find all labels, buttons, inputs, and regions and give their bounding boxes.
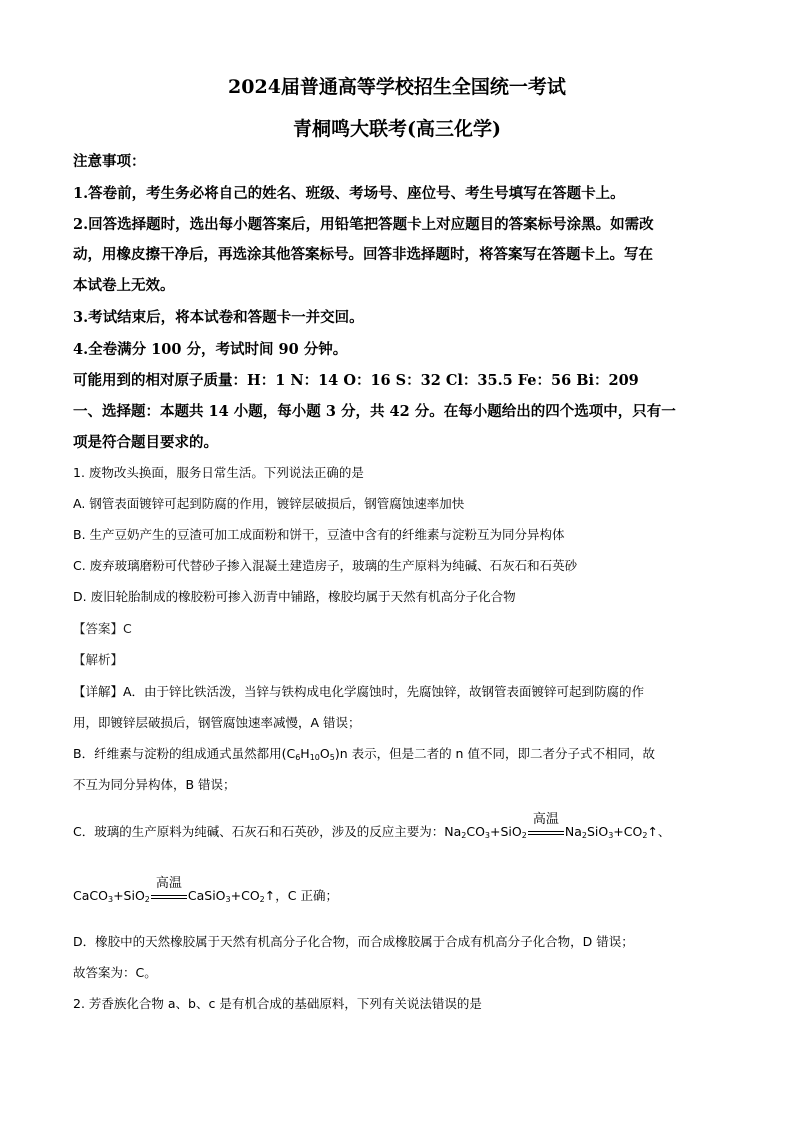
note-2-line-3: 本试卷上无效。 [73, 277, 175, 294]
detail-b-text-post: )n 表示，但是二者的 n 值不同，即二者分子式不相同，故 [334, 746, 655, 761]
detail-b-line-2: 不互为同分异构体，B 错误； [73, 777, 236, 792]
detail-c-line-1 [73, 811, 671, 840]
note-1: 1.答卷前，考生务必将自己的姓名、班级、考场号、座位号、考生号填写在答题卡上。 [73, 185, 625, 202]
section-heading-line-1: 一、选择题：本题共 14 小题，每小题 3 分，共 42 分。在每小题给出的四个选项中，只有一 [73, 403, 676, 420]
detail-c-text: C．玻璃的生产原料为纯碱、石灰石和石英砂，涉及的反应主要为： [73, 824, 445, 839]
cellulose-formula: $_6H_{10}O_5$ [295, 746, 335, 762]
question-1-stem: 1. 废物改头换面，服务日常生活。下列说法正确的是 [73, 465, 364, 480]
detail-c-line-2 [73, 875, 338, 904]
note-4: 4.全卷满分 100 分，考试时间 90 分钟。 [73, 341, 348, 358]
reaction-1: $Na_2CO_3+SiO_2$ 高温 $Na_2SiO_3+CO_2↑$、 [444, 824, 670, 839]
exam-subtitle: 青桐鸣大联考(高三化学) [293, 118, 501, 140]
reaction-2: CaCO$_3$+SiO$_2$ 高温 $CaSiO_3+CO_2↑$ [73, 888, 275, 903]
detail-d: D．橡胶中的天然橡胶属于天然有机高分子化合物，而合成橡胶属于合成有机高分子化合物，D 错误； [73, 934, 634, 949]
answer-label: 【答案】C [73, 621, 132, 636]
question-1-option-d: D. 废旧轮胎制成的橡胶粉可掺入沥青中铺路，橡胶均属于天然有机高分子化合物 [73, 589, 516, 604]
detail-a-line-1: 【详解】A．由于锌比铁活泼，当锌与铁构成电化学腐蚀时，先腐蚀锌，故钢管表面镀锌可起到防腐的作 [73, 684, 645, 699]
note-3: 3.考试结束后，将本试卷和答题卡一并交回。 [73, 309, 364, 326]
notes-heading: 注意事项： [73, 153, 146, 170]
conclusion: 故答案为：C。 [73, 965, 157, 980]
reaction-condition-arrow [151, 875, 187, 904]
note-2-line-2: 动，用橡皮擦干净后，再选涂其他答案标号。回答非选择题时，将答案写在答题卡上。写在 [73, 246, 653, 263]
section-heading-line-2: 项是符合题目要求的。 [73, 434, 218, 451]
detail-b-text-pre: B．纤维素与淀粉的组成通式虽然都用(C [73, 746, 296, 761]
reaction-condition: 高温 [532, 811, 559, 827]
exam-title: 2024届普通高等学校招生全国统一考试 [228, 76, 566, 98]
atomic-masses: 可能用到的相对原子质量：H：1 N：14 O：16 S：32 Cl：35.5 Fe：56 Bi：209 [73, 372, 639, 389]
question-1-option-b: B. 生产豆奶产生的豆渣可加工成面粉和饼干，豆渣中含有的纤维素与淀粉互为同分异构体 [73, 527, 565, 542]
detail-a-line-2: 用，即镀锌层破损后，钢管腐蚀速率减慢，A 错误； [73, 715, 361, 730]
detail-b-line-1 [73, 744, 655, 762]
reaction-condition: 高温 [155, 875, 182, 891]
detail-c-result: ，C 正确； [275, 888, 338, 903]
question-1-option-a: A. 钢管表面镀锌可起到防腐的作用，镀锌层破损后，钢管腐蚀速率加快 [73, 496, 465, 511]
reaction-condition-arrow [528, 811, 564, 840]
question-2-stem: 2. 芳香族化合物 a、b、c 是有机合成的基础原料，下列有关说法错误的是 [73, 996, 482, 1011]
question-1-option-c: C. 废弃玻璃磨粉可代替砂子掺入混凝土建造房子，玻璃的生产原料为纯碱、石灰石和石英砂 [73, 558, 578, 573]
analysis-label: 【解析】 [73, 652, 124, 667]
note-2-line-1: 2.回答选择题时，选出每小题答案后，用铅笔把答题卡上对应题目的答案标号涂黑。如需改 [73, 216, 654, 233]
